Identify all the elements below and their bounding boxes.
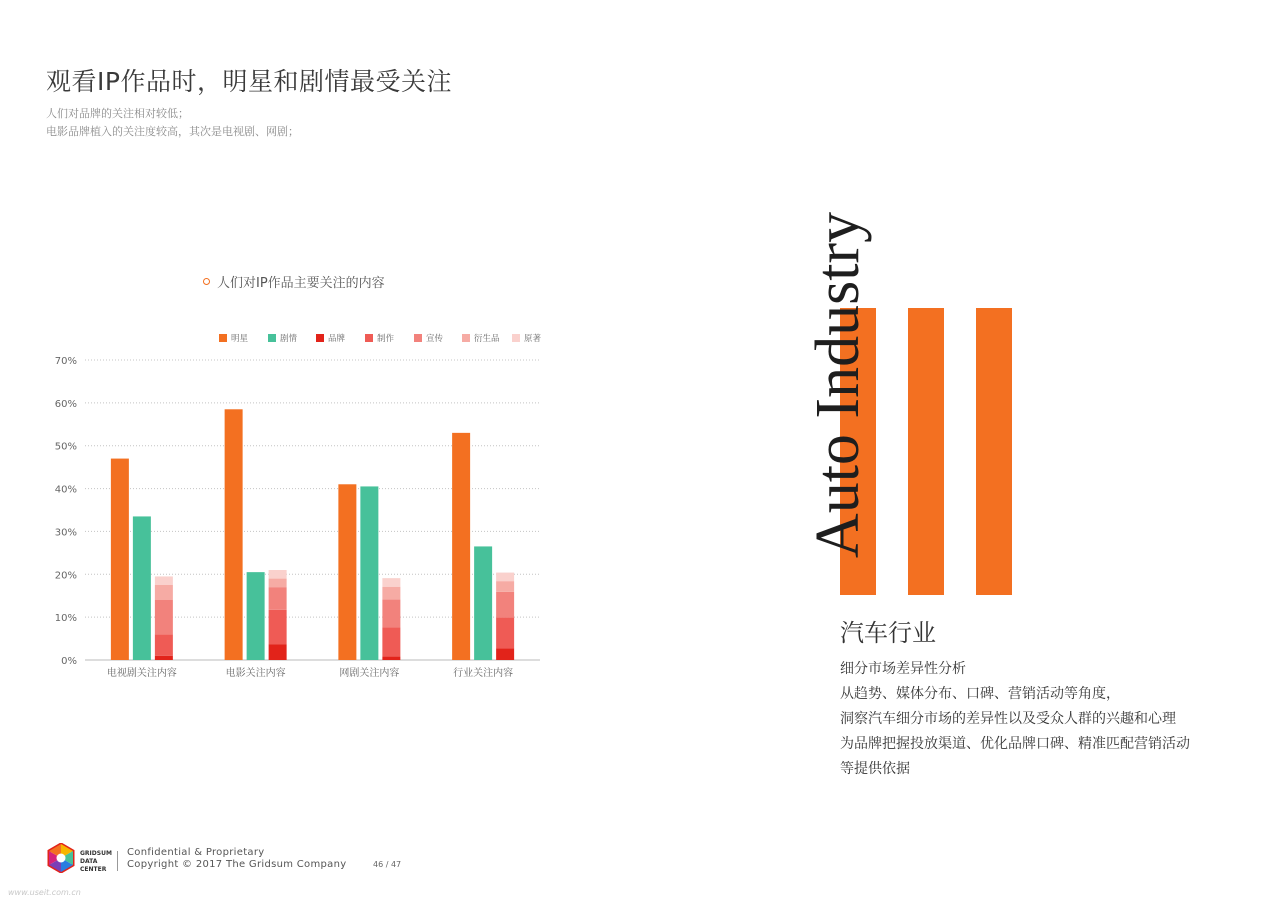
y-tick-label: 40% <box>54 484 77 496</box>
legend-swatch <box>268 334 276 342</box>
watermark: www.useit.com.cn <box>8 888 81 897</box>
legend-label: 宣传 <box>426 334 444 344</box>
stacked-segment-原著 <box>155 576 173 585</box>
subtitle-line-1: 人们对品牌的关注相对较低； <box>46 107 189 120</box>
footer-info <box>127 847 346 871</box>
legend-swatch <box>414 334 422 342</box>
description-line: 等提供依据 <box>840 761 910 777</box>
bar-剧情 <box>474 546 492 660</box>
legend-swatch <box>462 334 470 342</box>
copyright-text: Copyright © 2017 The Gridsum Company <box>127 859 347 870</box>
y-tick-label: 20% <box>54 570 77 582</box>
legend-label: 原著 <box>524 334 542 344</box>
logo-line: CENTER <box>80 866 107 873</box>
y-tick-label: 0% <box>61 656 77 667</box>
x-tick-label: 网剧关注内容 <box>339 668 400 679</box>
bar-明星 <box>452 433 470 660</box>
confidential-text: Confidential & Proprietary <box>127 847 265 858</box>
bar-剧情 <box>133 516 151 660</box>
stacked-segment-制作 <box>155 634 173 655</box>
stacked-segment-制作 <box>382 627 400 656</box>
stacked-segment-衍生品 <box>155 585 173 600</box>
decorative-bar-2 <box>908 308 944 595</box>
y-tick-label: 50% <box>54 441 77 453</box>
y-tick-label: 30% <box>54 527 77 539</box>
x-tick-label: 行业关注内容 <box>453 668 514 679</box>
legend-swatch <box>219 334 227 342</box>
gridsum-logo-icon <box>46 843 76 873</box>
page-title: 观看IP作品时，明星和剧情最受关注 <box>46 67 452 96</box>
legend-swatch <box>365 334 373 342</box>
stacked-segment-原著 <box>496 573 514 582</box>
industry-title: 汽车行业 <box>840 619 936 647</box>
chart-caption <box>203 272 385 291</box>
legend-label: 品牌 <box>328 334 346 344</box>
legend-swatch <box>316 334 324 342</box>
stacked-segment-宣传 <box>382 600 400 628</box>
stacked-segment-宣传 <box>155 600 173 634</box>
bar-剧情 <box>360 486 378 660</box>
bar-明星 <box>225 409 243 660</box>
legend-label: 衍生品 <box>474 334 500 344</box>
stacked-segment-品牌 <box>155 656 173 660</box>
description-line: 洞察汽车细分市场的差异性以及受众人群的兴趣和心理 <box>840 711 1176 727</box>
x-tick-label: 电影关注内容 <box>225 668 286 679</box>
stacked-segment-原著 <box>269 570 287 579</box>
legend-label: 剧情 <box>280 334 298 344</box>
footer-divider <box>117 851 118 871</box>
logo-text <box>80 850 112 874</box>
stacked-segment-制作 <box>496 618 514 649</box>
bar-剧情 <box>247 572 265 660</box>
y-tick-label: 10% <box>54 613 77 625</box>
description-line: 为品牌把握投放渠道、优化品牌口碑、精准匹配营销活动 <box>840 736 1190 752</box>
subtitle-line-2: 电影品牌植入的关注度较高，其次是电视剧、网剧； <box>46 125 299 138</box>
logo-line: DATA <box>80 858 98 865</box>
logo-line: GRIDSUM <box>80 850 112 857</box>
description-line: 从趋势、媒体分布、口碑、营销活动等角度， <box>840 686 1120 702</box>
stacked-segment-品牌 <box>382 657 400 660</box>
bullet-icon <box>203 278 210 285</box>
legend-label: 明星 <box>231 334 249 344</box>
chart-caption-text: 人们对IP作品主要关注的内容 <box>217 276 385 291</box>
stacked-segment-宣传 <box>269 587 287 610</box>
y-tick-label: 60% <box>54 398 77 410</box>
stacked-segment-衍生品 <box>382 587 400 600</box>
decorative-bar-3 <box>976 308 1012 595</box>
vertical-heading: Auto Industry <box>804 211 872 559</box>
description-line: 细分市场差异性分析 <box>840 661 966 677</box>
stacked-segment-制作 <box>269 610 287 644</box>
stacked-segment-品牌 <box>496 648 514 660</box>
stacked-segment-衍生品 <box>269 579 287 588</box>
industry-description <box>840 657 1190 782</box>
stacked-segment-原著 <box>382 578 400 587</box>
bar-明星 <box>111 459 129 660</box>
x-tick-label: 电视剧关注内容 <box>106 668 177 679</box>
page-number: 46 / 47 <box>373 860 402 869</box>
bar-明星 <box>338 484 356 660</box>
bar-chart <box>40 325 560 685</box>
stacked-segment-宣传 <box>496 592 514 618</box>
legend-label: 制作 <box>377 334 395 344</box>
y-tick-label: 70% <box>54 356 77 367</box>
stacked-segment-衍生品 <box>496 581 514 592</box>
stacked-segment-品牌 <box>269 644 287 660</box>
legend-swatch <box>512 334 520 342</box>
